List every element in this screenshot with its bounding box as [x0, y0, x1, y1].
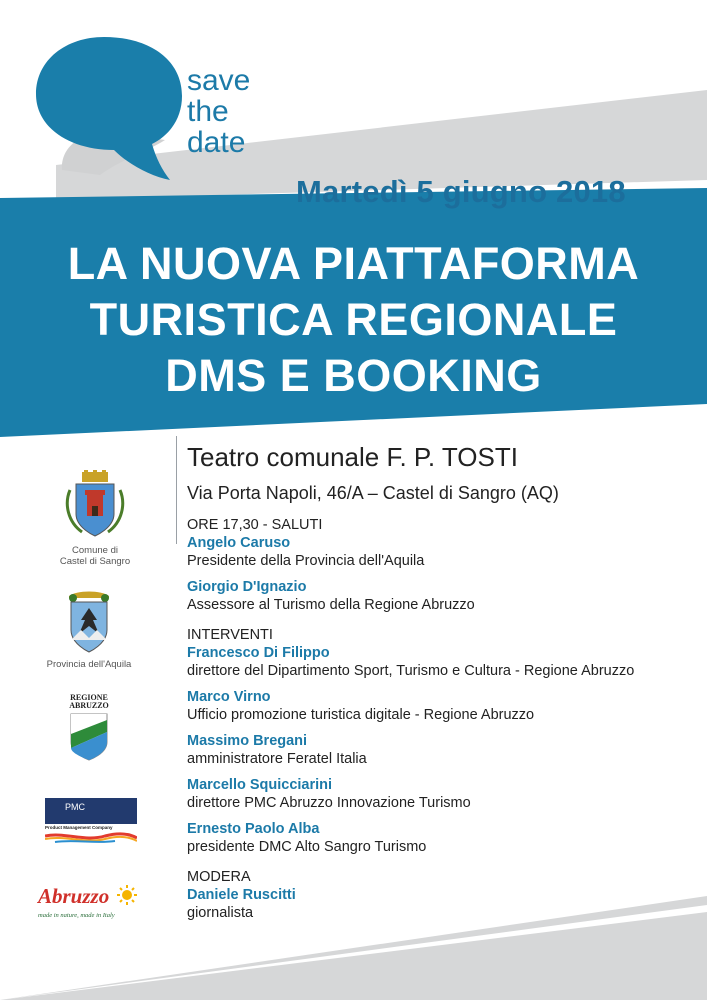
provincia-logo — [24, 590, 154, 670]
speaker-name: Marco Virno — [187, 689, 271, 705]
abruzzo-tagline: made in nature, made in Italy — [38, 912, 115, 919]
speaker-role: Ufficio promozione turistica digitale - Regione Abruzzo — [187, 707, 535, 723]
comune-caption-2: Castel di Sangro — [59, 556, 131, 567]
title-line-2: TURISTICA REGIONALE — [89, 294, 618, 345]
regione-logo — [24, 694, 154, 767]
abruzzo-word: ABRUZZO — [69, 701, 109, 710]
speaker-name: Massimo Bregani — [187, 733, 308, 749]
saluti-heading: ORE 17,30 - SALUTI — [187, 517, 323, 533]
event-date: Martedì 5 giugno 2018 — [296, 174, 626, 209]
moderator-name: Daniele Ruscitti — [187, 887, 296, 903]
pmc-wave-icon — [45, 830, 137, 844]
the-word: the — [187, 95, 229, 128]
speaker-role: presidente DMC Alto Sangro Turismo — [187, 839, 427, 855]
venue-block — [187, 441, 559, 505]
speaker-name: Marcello Squicciarini — [187, 777, 333, 793]
speaker-role: Presidente della Provincia dell'Aquila — [187, 553, 425, 569]
speaker-role: amministratore Feratel Italia — [187, 751, 367, 767]
regione-word: REGIONE — [70, 693, 108, 702]
speaker-name: Angelo Caruso — [187, 535, 291, 551]
speaker-name: Ernesto Paolo Alba — [187, 821, 320, 837]
pmc-logo — [45, 798, 137, 850]
venue-name: Teatro comunale F. P. TOSTI — [187, 442, 518, 472]
interventi-heading: INTERVENTI — [187, 627, 273, 643]
speaker-role: Assessore al Turismo della Regione Abruzzo — [187, 597, 475, 613]
pmc-subtitle: Product Management Company — [45, 825, 113, 830]
pmc-text: PMC — [65, 802, 85, 812]
save-word: save — [187, 64, 251, 97]
abruzzo-brand-logo — [38, 884, 138, 934]
modera-heading: MODERA — [187, 869, 251, 885]
provincia-caption: Provincia dell'Aquila — [46, 659, 132, 670]
title-line-3: DMS E BOOKING — [165, 350, 542, 401]
speaker-name: Francesco Di Filippo — [187, 645, 330, 661]
divider-line — [176, 436, 177, 544]
program-block — [187, 516, 702, 922]
regione-text — [24, 694, 154, 710]
comune-caption-1: Comune di — [72, 545, 118, 556]
moderator-role: giornalista — [187, 905, 254, 921]
provincia-crest-icon — [59, 590, 119, 654]
sun-icon — [116, 884, 138, 906]
venue-address: Via Porta Napoli, 46/A – Castel di Sangro (AQ) — [187, 483, 559, 503]
pmc-box — [45, 798, 137, 824]
abruzzo-brand-text: Abruzzo — [38, 884, 110, 908]
speaker-role: direttore PMC Abruzzo Innovazione Turismo — [187, 795, 471, 811]
save-the-date-text — [187, 66, 250, 159]
speaker-name: Giorgio D'Ignazio — [187, 579, 307, 595]
comune-logo — [30, 470, 160, 567]
title-line-1: LA NUOVA PIATTAFORMA — [67, 238, 640, 289]
date-word: date — [187, 126, 246, 159]
speaker-role: direttore del Dipartimento Sport, Turismo e Cultura - Regione Abruzzo — [187, 663, 635, 679]
regione-shield-icon — [69, 712, 109, 762]
comune-crest-icon — [60, 470, 130, 540]
event-title — [0, 236, 707, 404]
